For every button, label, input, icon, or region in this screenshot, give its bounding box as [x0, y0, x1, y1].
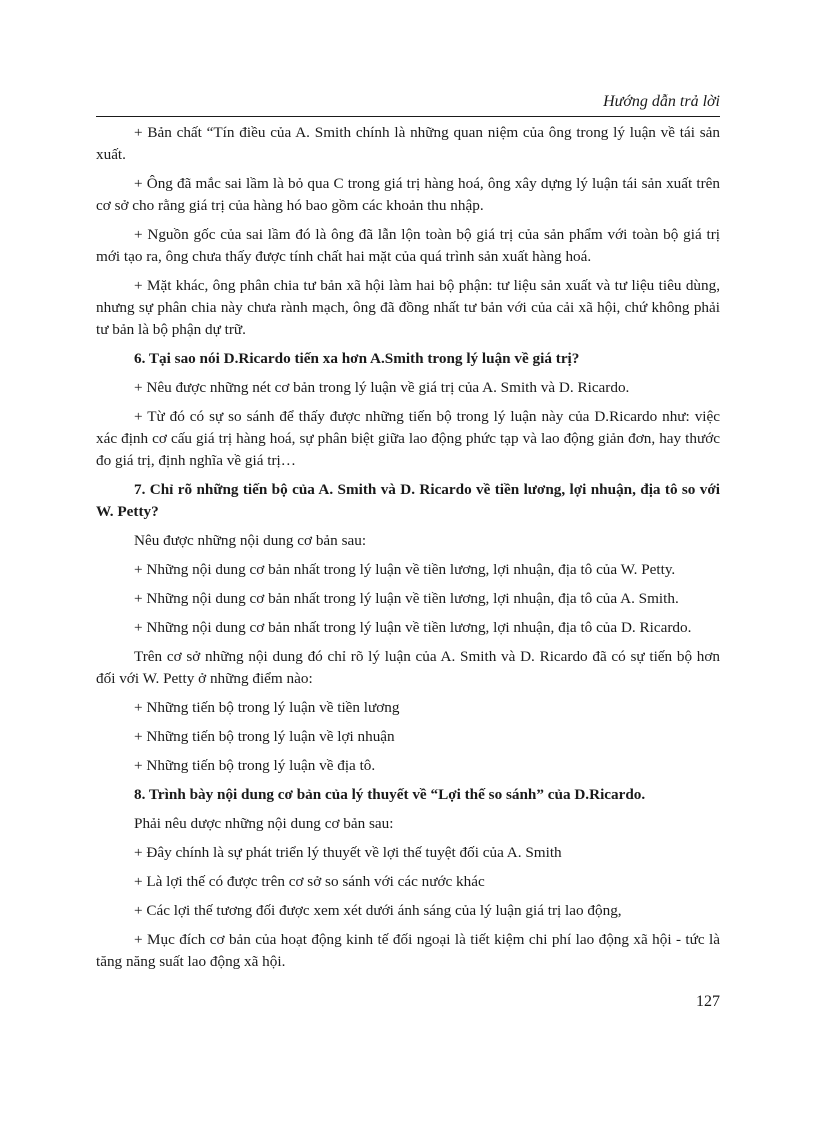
body-paragraph: + Những tiến bộ trong lý luận về tiền lương [134, 699, 400, 716]
page-number: 127 [696, 993, 720, 1010]
body-paragraph: Nêu được những nội dung cơ bản sau: [134, 532, 367, 549]
body-paragraph: + Những nội dung cơ bản nhất trong lý luận về tiền lương, lợi nhuận, địa tô của D. Ricardo. [134, 619, 692, 636]
header-divider [96, 116, 720, 117]
body-paragraph: + Đây chính là sự phát triển lý thuyết về lợi thế tuyệt đối của A. Smith [134, 844, 562, 861]
body-paragraph: + Những tiến bộ trong lý luận về lợi nhuận [134, 728, 395, 745]
body-paragraph: + Các lợi thế tương đối được xem xét dưới ánh sáng của lý luận giá trị lao động, [134, 902, 622, 919]
body-paragraph: + Những nội dung cơ bản nhất trong lý luận về tiền lương, lợi nhuận, địa tô của W. Petty. [134, 561, 676, 578]
body-paragraph: + Mục đích cơ bản của hoạt động kinh tế đối ngoại là tiết kiệm chi phí lao động xã hội - tức là tăng năng suất lao động xã hội. [96, 931, 720, 970]
body-paragraph: + Những nội dung cơ bản nhất trong lý luận về tiền lương, lợi nhuận, địa tô của A. Smith. [134, 590, 679, 607]
running-header: Hướng dẫn trả lời [603, 93, 720, 110]
body-paragraph: + Từ đó có sự so sánh để thấy được những tiến bộ trong lý luận này của D.Ricardo như: việc xác định cơ cấu giá trị hàng hoá, sự phân biệt giữa lao động phức tạp và lao động giản đơn, hay thước đo giá trị, định nghĩa về giá trị… [96, 408, 720, 469]
question-heading-8: 8. Trình bày nội dung cơ bản của lý thuyết về “Lợi thế so sánh” của D.Ricardo. [134, 786, 646, 803]
body-paragraph: Phải nêu dược những nội dung cơ bản sau: [134, 815, 394, 832]
body-paragraph: + Ông đã mắc sai lầm là bỏ qua C trong giá trị hàng hoá, ông xây dựng lý luận tái sản xuất trên cơ sở cho rằng giá trị của hàng hó bao gồm các khoản thu nhập. [96, 175, 720, 214]
page-body [96, 122, 720, 980]
body-paragraph: Trên cơ sở những nội dung đó chỉ rõ lý luận của A. Smith và D. Ricardo đã có sự tiến bộ hơn đối với W. Petty ở những điểm nào: [96, 648, 720, 687]
question-heading-7: 7. Chỉ rõ những tiến bộ của A. Smith và D. Ricardo về tiền lương, lợi nhuận, địa tô so với W. Petty? [96, 481, 720, 520]
body-paragraph: + Bản chất “Tín điều của A. Smith chính là những quan niệm của ông trong lý luận về tái sản xuất. [96, 124, 720, 163]
body-paragraph: + Những tiến bộ trong lý luận về địa tô. [134, 757, 376, 774]
question-heading-6: 6. Tại sao nói D.Ricardo tiến xa hơn A.Smith trong lý luận về giá trị? [134, 350, 580, 367]
body-paragraph: + Là lợi thế có được trên cơ sở so sánh với các nước khác [134, 873, 485, 890]
body-paragraph: + Nguồn gốc của sai lầm đó là ông đã lẫn lộn toàn bộ giá trị của sản phẩm với toàn bộ giá trị mới tạo ra, ông chưa thấy được tính chất hai mặt của quá trình sản xuất hàng hoá. [96, 226, 720, 265]
body-paragraph: + Nêu được những nét cơ bản trong lý luận về giá trị của A. Smith và D. Ricardo. [134, 379, 630, 396]
body-paragraph: + Mặt khác, ông phân chia tư bản xã hội làm hai bộ phận: tư liệu sản xuất và tư liệu tiêu dùng, nhưng sự phân chia này chưa rành mạch, ông đã đồng nhất tư bản với của cải xã hội, chứ không phải tư bản là bộ phận dự trữ. [96, 277, 720, 338]
